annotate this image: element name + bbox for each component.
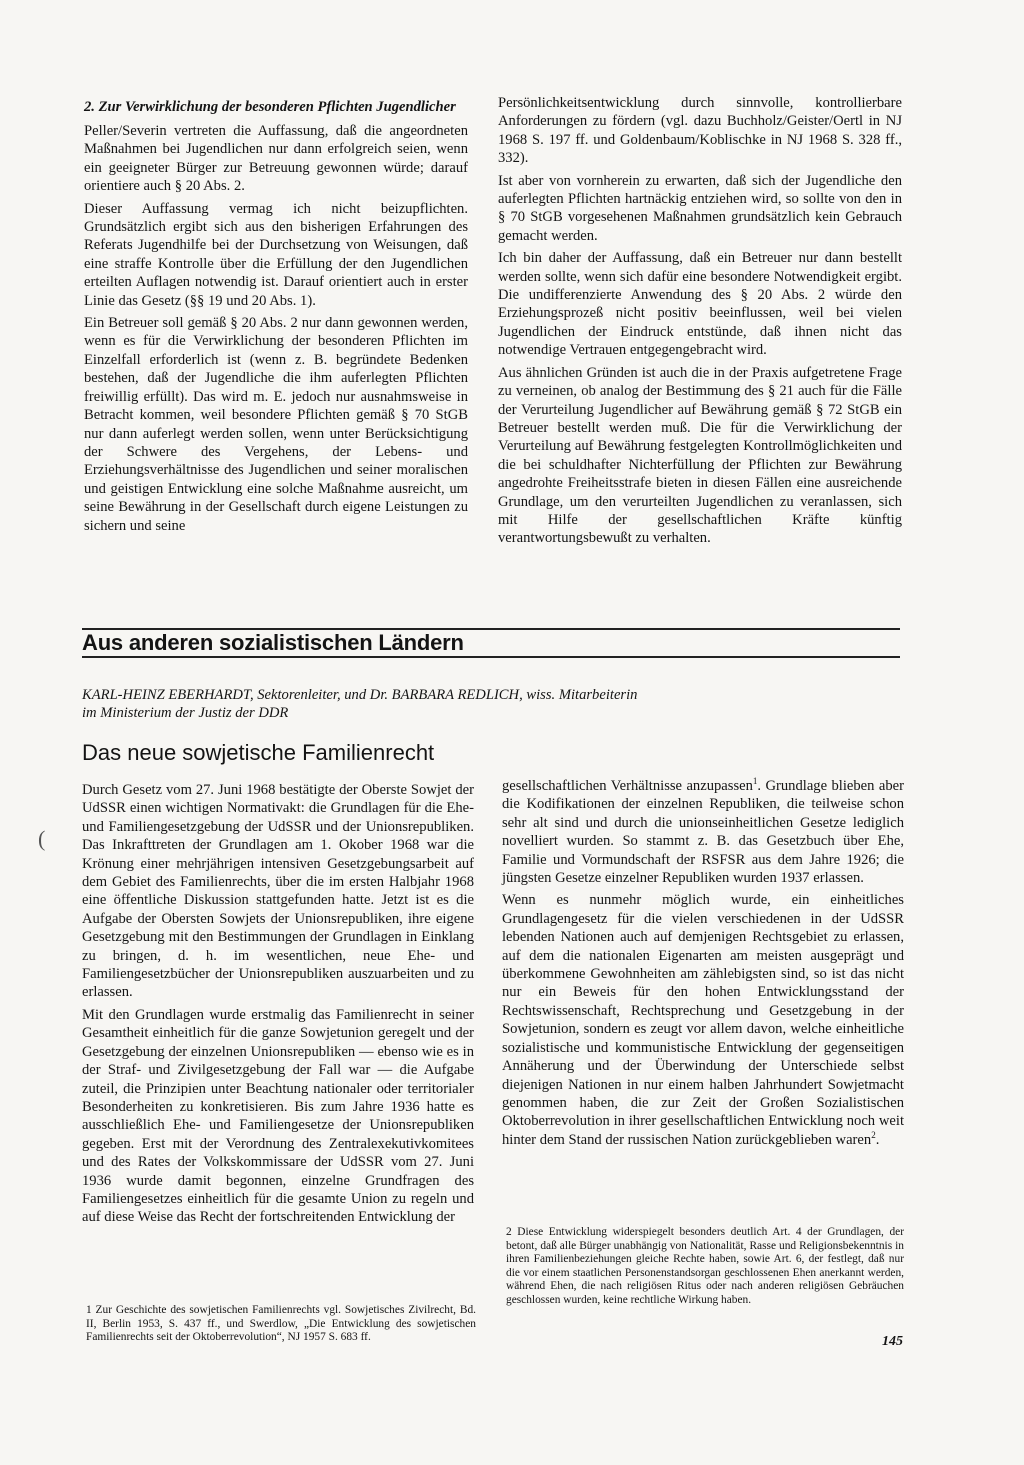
column-left-bottom <box>82 781 474 1231</box>
paragraph: Dieser Auffassung vermag ich nicht beizupflichten. Grundsätzlich ergibt sich aus den bisherigen Erfahrungen des Referats Jugendhilfe bei der Durchsetzung von Weisungen, daß eine straffe Kontrolle über die Erfüllung der den Jugendlichen erteilten Auflagen notwendig ist. Darauf orientiert auch in erster Linie das Gesetz (§§ 19 und 20 Abs. 1). <box>84 200 468 309</box>
paragraph-text: . <box>875 1131 880 1148</box>
paragraph: Aus ähnlichen Gründen ist auch die in der Praxis aufgetretene Frage zu verneinen, ob analog der Bestimmung des § 21 auch für die Fälle der Verurteilung Jugendlicher auf Bewährung gemäß § 72 StGB ein Betreuer bestellt werden muß. Die für die Verwirklichung der Verurteilung auf Bewährung festgelegten Kontrollmöglichkeiten und die bei schuldhafter Nichterfüllung der Pflichten zur Bewährung angedrohte Freiheitsstrafe bieten in diesen Fällen eine ausreichende Grundlage, um den verurteilten Jugendlichen zu veranlassen, sich mit Hilfe der gesellschaftlichen Kräfte künftig verantwortungsbewußt zu verhalten. <box>498 364 902 547</box>
paragraph: Ich bin daher der Auffassung, daß ein Betreuer nur dann bestellt werden sollte, wenn sich dafür eine besondere Notwendigkeit ergibt. Die undifferenzierte Anwendung des § 20 Abs. 2 würde den Erziehungsprozeß nicht positiv beeinflussen, weil bei vielen Jugendlichen der Eindruck entstünde, daß ihnen nicht das notwendige Vertrauen entgegengebracht wird. <box>498 250 902 359</box>
section-rule-bottom <box>82 656 900 658</box>
footnote: 2 Diese Entwicklung widerspiegelt besonders deutlich Art. 4 der Grundlagen, der betont, daß alle Bürger unabhängig von Nationalität, Rasse und Religionsbekenntnis in ihren Familienbeziehungen gleiche Rechte haben, sowie Art. 6, der festlegt, daß nur die vor einem staatlichen Personenstandsorgan geschlossenen Ehen anerkannt werden, während Ehen, die nach religiösen Ritus oder nach anderen religiösen Gebräuchen geschlossen wurden, keine rechtliche Wirkung haben. <box>506 1226 904 1306</box>
paragraph: Ein Betreuer soll gemäß § 20 Abs. 2 nur dann gewonnen werden, wenn es für die Verwirklichung der besonderen Pflichten im Einzelfall erforderlich ist (wenn z. B. begründete Bedenken bestehen, daß der Jugendliche die ihm auferlegten Pflichten freiwillig erfüllt). Das wird m. E. jedoch nur ausnahmsweise in Betracht kommen, weil besondere Pflichten gemäß § 70 StGB nur dann auferlegt werden sollen, wenn unter Berücksichtigung der Schwere des Vergehens, der Lebens- und Erziehungsverhältnisse des Jugendlichen und seiner moralischen und geistigen Entwicklung eine solche Maßnahme ausreicht, um seine Bewährung in der Gesellschaft durch eigene Leistungen zu sichern und seine <box>84 315 468 534</box>
column-right-top <box>498 94 902 552</box>
footnote: 1 Zur Geschichte des sowjetischen Familienrechts vgl. Sowjetisches Zivilrecht, Bd. II, Berlin 1953, S. 437 ff., und Swerdlow, „Die Entwicklung des sowjetischen Familienrechts seit der Oktoberrevolution“, NJ 1957 S. 683 ff. <box>86 1304 476 1344</box>
paragraph: Durch Gesetz vom 27. Juni 1968 bestätigte der Oberste Sowjet der UdSSR einen wichtigen Normativakt: die Grundlagen für die Ehe- und Familiengesetzgebung der UdSSR und der Unionsrepubliken. Das Inkrafttreten der Grundlagen am 1. Okober 1968 war die Krönung einer mehrjährigen intensiven Gesetzgebungsarbeit auf dem Gebiet des Familienrechts, über die im ersten Halbjahr 1968 eine öffentliche Diskussion stattgefunden hatte. Jetzt ist es die Aufgabe der Obersten Sowjets der Unionsrepubliken, ihre eigene Gesetzgebung mit den Bestimmungen der Grundlagen in Einklang zu bringen, d. h. im wesentlichen, neue Ehe- und Familiengesetzbücher der Unionsrepubliken auszuarbeiten und zu erlassen. <box>82 782 474 1001</box>
column-right-bottom <box>502 777 904 1153</box>
page-number: 145 <box>882 1334 903 1349</box>
paragraph-text: gesellschaftlichen Verhältnisse anzupassen <box>502 778 753 794</box>
article-title: Das neue sowjetische Familienrecht <box>82 740 435 765</box>
column-left-top <box>84 98 468 539</box>
paragraph: Ist aber von vornherein zu erwarten, daß sich der Jugendliche den auferlegten Pflichten hartnäckig entziehen wird, so sollte von den in § 70 StGB vorgesehenen Maßnahmen grundsätzlich kein Gebrauch gemacht werden. <box>498 172 902 244</box>
paragraph: Mit den Grundlagen wurde erstmalig das Familienrecht in seiner Gesamtheit einheitlich für die ganze Sowjetunion geregelt und der Gesetzgebung der einzelnen Unionsrepubliken — ebenso wie es in der Straf- und Zivilgesetzgebung der Fall war — die Aufgabe zuteil, die Prinzipien unter Beachtung nationaler oder territorialer Besonderheiten zu konkretisieren. Bis zum Jahre 1936 hatte es ausschließlich Ehe- und Familiengesetze der Unionsrepubliken gegeben. Erst mit der Verordnung des Zentralexekutivkomitees und des Rates der Volkskommissare der UdSSR vom 27. Juni 1936 wurde damit begonnen, einzelne Grundfragen des Familiengesetzes einheitlich für die gesamte Union zu regeln und auf diese Weise das Recht der fortschreitenden Entwicklung der <box>82 1006 474 1226</box>
paragraph <box>502 777 904 887</box>
paragraph-text: Wenn es nunmehr möglich wurde, ein einheitliches Grundlagengesetz für die vielen verschiedenen in der UdSSR lebenden Nationen auch auf demjenigen Rechtsgebiet zu erlassen, auf dem die nationalen Eigenarten am meisten ausgeprägt und überkommene Gewohnheiten am zählebigsten sind, so ist das nicht nur ein Beweis für den hohen Entwicklungsstand der Rechtswissenschaft, Rechtsprechung und Gesetzgebung in der Sowjetunion, sondern es zeugt vor allem davon, welche einheitliche sozialistische und kommunistische Entwicklung der gegenseitigen Annäherung und der Überwindung der Unterschiede selbst diejenigen Nationen in nur einem halben Jahrhundert Sowjetmacht genommen haben, die zur Zeit der Großen Sozialistischen Oktoberrevolution in ihrer gesellschaftlichen Entwicklung noch weit hinter dem Stand der russischen Nation zurückgeblieben waren <box>502 892 904 1148</box>
authors-line: KARL-HEINZ EBERHARDT, Sektorenleiter, und Dr. BARBARA REDLICH, wiss. Mitarbeiterin <box>82 687 638 703</box>
paragraph <box>502 891 904 1149</box>
footnote-ref: 2 <box>871 1129 876 1140</box>
footnote-ref: 1 <box>752 776 758 787</box>
paragraph: Persönlichkeitsentwicklung durch sinnvolle, kontrollierbare Anforderungen zu fördern (vgl. dazu Buchholz/Geister/Oertl in NJ 1968 S. 197 ff. und Goldenbaum/Koblischke in NJ 1968 S. 328 ff., 332). <box>498 95 902 167</box>
section-heading: Aus anderen sozialistischen Ländern <box>82 630 464 655</box>
subheading: 2. Zur Verwirklichung der besonderen Pflichten Jugendlicher <box>84 99 456 115</box>
margin-mark: ( <box>38 826 46 851</box>
paragraph: Peller/Severin vertreten die Auffassung, daß die angeordneten Maßnahmen bei Jugendlichen nur dann erfolgreich seien, wenn ein geeigneter Bürger zur Betreuung gewonnen würde; darauf orientiere auch § 20 Abs. 2. <box>84 123 468 195</box>
authors-line: im Ministerium der Justiz der DDR <box>82 705 289 722</box>
paragraph-text: . Grundlage blieben aber die Kodifikationen der einzelnen Republiken, die teilweise schon sehr alt sind und durch die unionseinheitlichen Gesetze lediglich novelliert wurden. So stammt z. B. das Gesetzbuch über Ehe, Familie und Vormundschaft der RSFSR aus dem Jahre 1926; die jüngsten Gesetze einzelner Republiken wurden 1937 erlassen. <box>502 778 904 887</box>
article-authors <box>82 686 902 723</box>
